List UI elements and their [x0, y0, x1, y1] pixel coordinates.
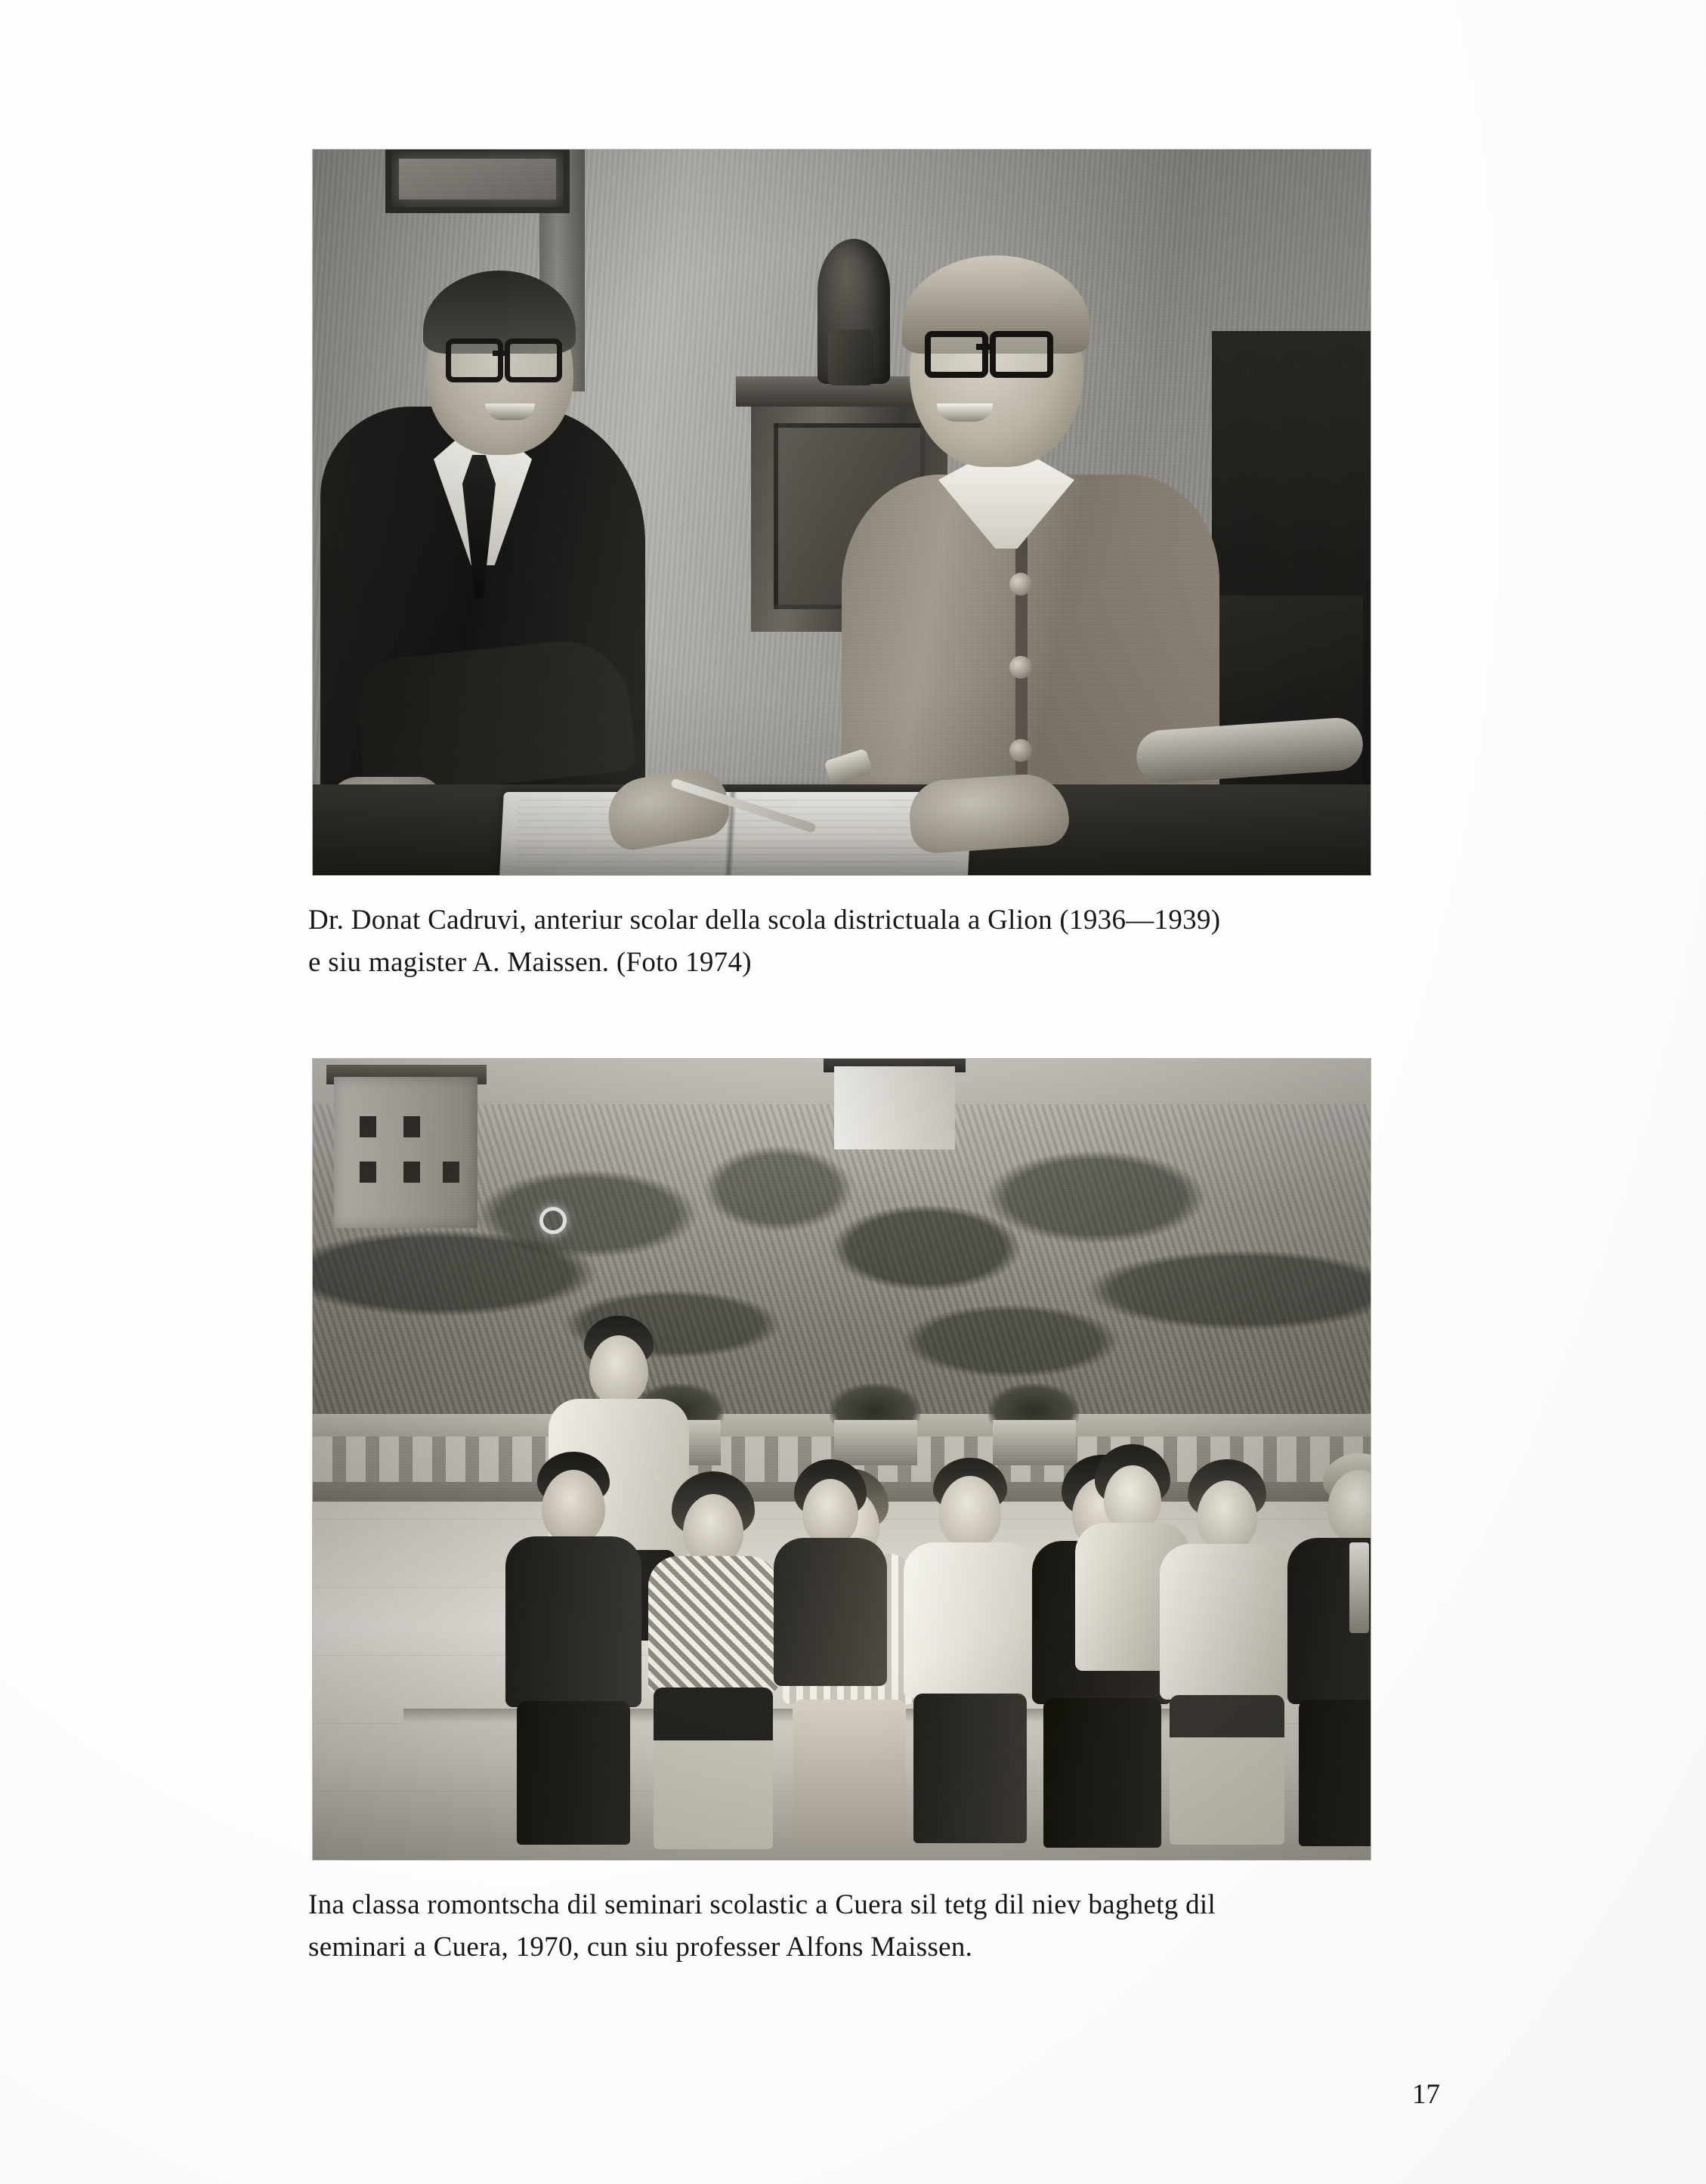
- left-building: [334, 1077, 477, 1228]
- face: [1197, 1480, 1257, 1551]
- white-shirt: [904, 1542, 1037, 1698]
- dark-trousers: [517, 1701, 630, 1845]
- window: [360, 1162, 376, 1183]
- person-seated: [494, 1452, 653, 1845]
- necktie: [1349, 1542, 1369, 1633]
- glasses-bridge: [976, 344, 991, 350]
- page-number: 17: [1412, 2079, 1440, 2110]
- skirt-and-legs: [654, 1687, 773, 1849]
- photo-romansh-class-terrace: [313, 1059, 1371, 1860]
- figure-top: [308, 150, 1366, 983]
- picture-mat: [399, 159, 556, 200]
- lens-flare: [539, 1207, 567, 1234]
- window: [403, 1116, 420, 1137]
- caption-line: Dr. Donat Cadruvi, anteriur scolar della scola districtuala a Glion (1936—1939): [308, 905, 1221, 936]
- man-right-glasses: [925, 331, 1053, 369]
- dark-top: [774, 1538, 887, 1686]
- window: [403, 1162, 420, 1183]
- glasses-lens-left: [446, 339, 503, 382]
- face: [683, 1494, 743, 1565]
- face: [542, 1470, 605, 1544]
- cardigan-button: [1009, 573, 1032, 595]
- framed-picture: [385, 150, 570, 213]
- caption-line: seminari a Cuera, 1970, cun siu professer Alfons Maissen.: [308, 1931, 973, 1963]
- dark-sweater: [505, 1536, 641, 1707]
- man-left-arm: [352, 635, 637, 799]
- page-content: [308, 150, 1366, 1968]
- skirt-and-legs: [1170, 1695, 1284, 1845]
- figure-bottom-caption: [308, 1884, 1351, 1968]
- dark-trousers: [1043, 1698, 1161, 1848]
- glasses-lens-right: [990, 331, 1053, 378]
- light-blouse: [1160, 1544, 1294, 1700]
- bare-legs: [793, 1700, 906, 1846]
- person-seated-professor: [1280, 1453, 1371, 1846]
- person-seated: [766, 1459, 895, 1686]
- glasses-lens-right: [505, 339, 562, 382]
- wooden-statue: [817, 239, 890, 384]
- man-right-hands: [907, 772, 1071, 855]
- glasses-bridge: [493, 351, 506, 356]
- face: [939, 1476, 1001, 1548]
- window: [360, 1116, 376, 1137]
- suit-trousers: [1299, 1700, 1371, 1846]
- window: [443, 1162, 459, 1183]
- figure-top-caption: [308, 899, 1351, 983]
- face: [802, 1479, 858, 1545]
- photo-two-men-at-table: [313, 150, 1371, 875]
- cardigan-button: [1009, 656, 1032, 679]
- dark-trousers: [913, 1694, 1027, 1843]
- glasses-lens-left: [925, 331, 988, 378]
- book-text-lines: [515, 798, 957, 869]
- caption-line: e siu magister A. Maissen. (Foto 1974): [308, 946, 752, 978]
- face: [589, 1335, 648, 1405]
- figure-bottom: [308, 1059, 1366, 1968]
- man-left-glasses: [446, 339, 559, 373]
- patterned-blouse: [648, 1556, 778, 1692]
- caption-line: Ina classa romontscha dil seminari scolastic a Cuera sil tetg dil niev baghetg dil: [308, 1889, 1216, 1920]
- right-building: [834, 1066, 955, 1149]
- cardigan-button: [1009, 739, 1032, 762]
